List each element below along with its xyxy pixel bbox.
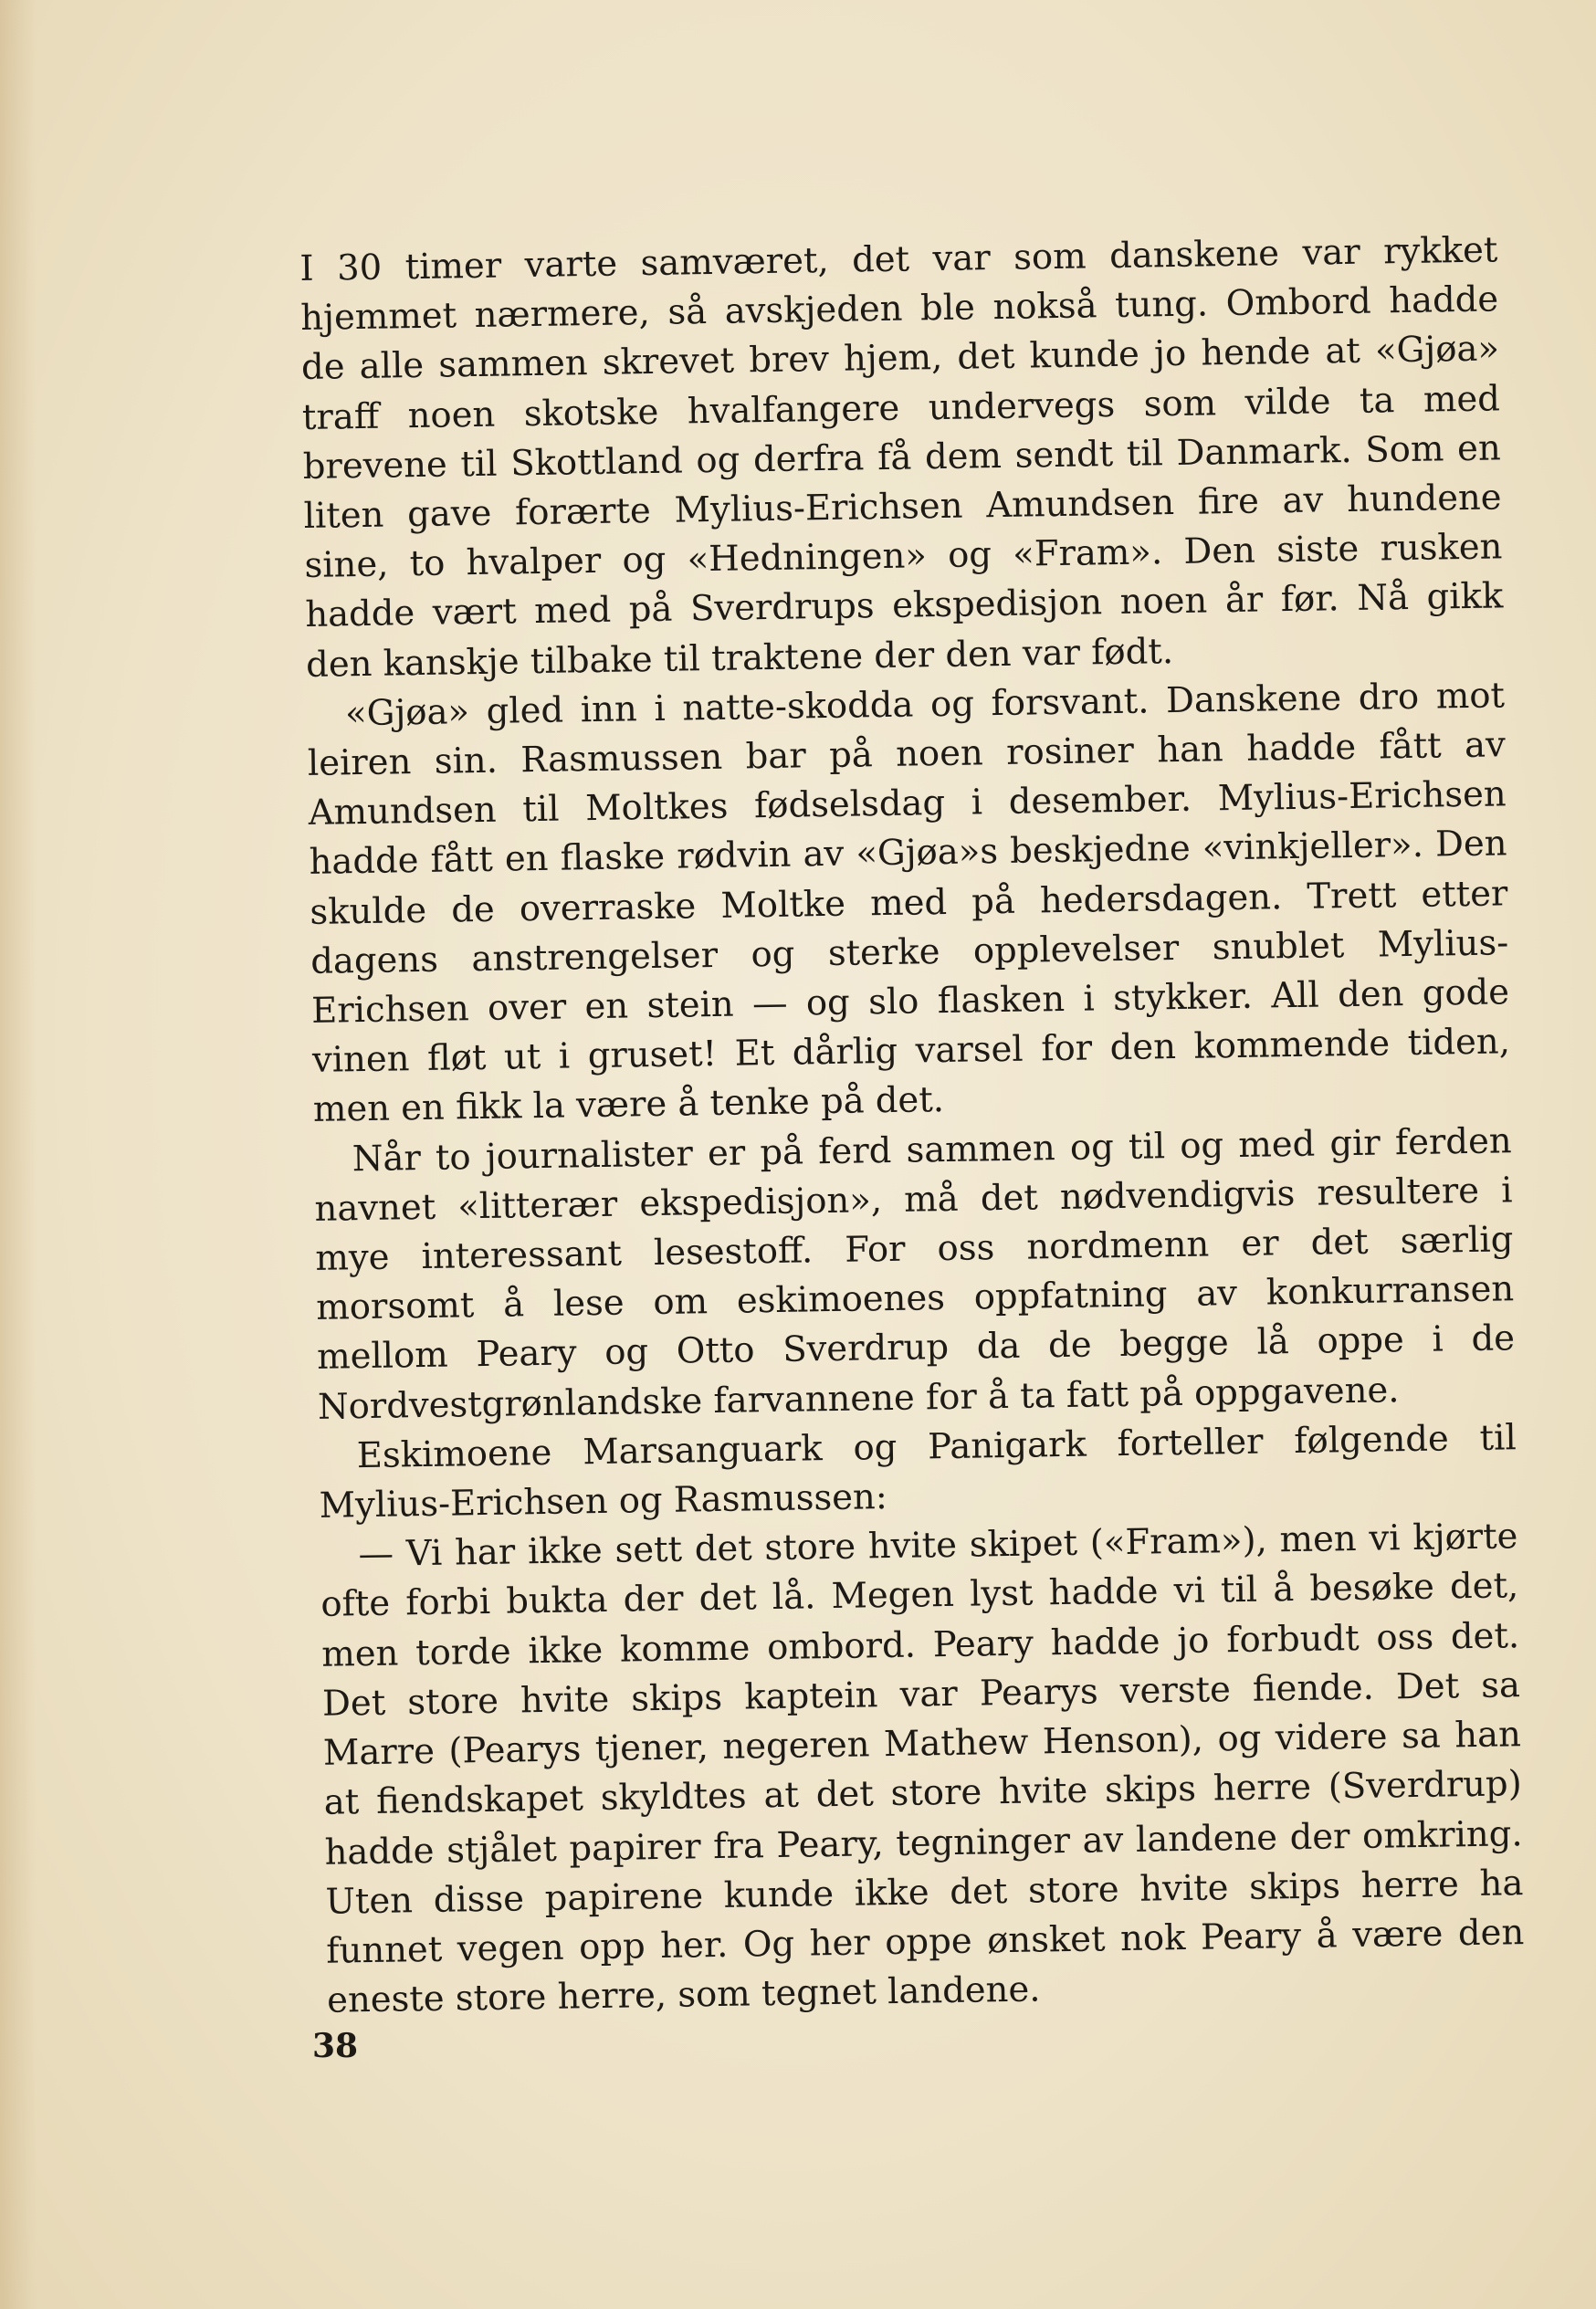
body-text (299, 226, 1525, 2026)
paragraph-5: — Vi har ikke sett det store hvite skipet («Fram»), men vi kjørte ofte forbi bukta der det lå. Megen lyst hadde vi til å besøke det, men torde ikke komme ombord. Peary hadde jo forbudt oss det. Det store hvite skips kaptein var Pearys verste fiende. Det sa Marre (Pearys tjener, negeren Mathew Henson), og videre sa han at fiendskapet skyldtes at det store hvite skips herre (Sverdrup) hadde stjålet papirer fra Peary, tegninger av landene der omkring. Uten disse papirene kunde ikke det store hvite skips herre ha funnet vegen opp her. Og her oppe ønsket nok Peary å være den eneste store herre, som tegnet landene. (320, 1516, 1525, 2021)
paragraph-1: I 30 timer varte samværet, det var som danskene var rykket hjemmet nærmere, så avskjeden ble nokså tung. Ombord hadde de alle sammen skrevet brev hjem, det kunde jo hende at «Gjøa» traff noen skotske hvalfangere undervegs som vilde ta med brevene til Skottland og derfra få dem sendt til Danmark. Som en liten gave forærte Mylius-Erichsen Amundsen fire av hundene sine, to hvalper og «Hedningen» og «Fram». Den siste rusken hadde vært med på Sverdrups ekspedisjon noen år før. Nå gikk den kanskje tilbake til traktene der den var født. (299, 229, 1504, 686)
page-edge-shadow (0, 0, 37, 2309)
paragraph-3: Når to journalister er på ferd sammen og til og med gir ferden navnet «litterær ekspedisjon», må det nødvendigvis resultere i mye interessant lesestoff. For oss nordmenn er det særlig morsomt å lese om eskimoenes oppfatning av konkurransen mellom Peary og Otto Sverdrup da de begge lå oppe i de Nordvestgrønlandske farvannene for å ta fatt på oppgavene. (314, 1119, 1516, 1428)
paragraph-4: Eskimoene Marsanguark og Panigark forteller følgende til Mylius-Erichsen og Rasmussen: (319, 1417, 1517, 1527)
page-number: 38 (312, 2027, 359, 2065)
paragraph-2: «Gjøa» gled inn i natte-skodda og forsvant. Danskene dro mot leiren sin. Rasmussen bar på noen rosiner han hadde fått av Amundsen til Moltkes fødselsdag i desember. Mylius-Erichsen hadde fått en flaske rødvin av «Gjøa»s beskjedne «vinkjeller». Den skulde de overraske Moltke med på hedersdagen. Trett etter dagens anstrengelser og sterke opplevelser snublet Mylius-Erichsen over en stein — og slo flasken i stykker. All den gode vinen fløt ut i gruset! Et dårlig varsel for den kommende tiden, men en fikk la være å tenke på det. (307, 675, 1511, 1131)
